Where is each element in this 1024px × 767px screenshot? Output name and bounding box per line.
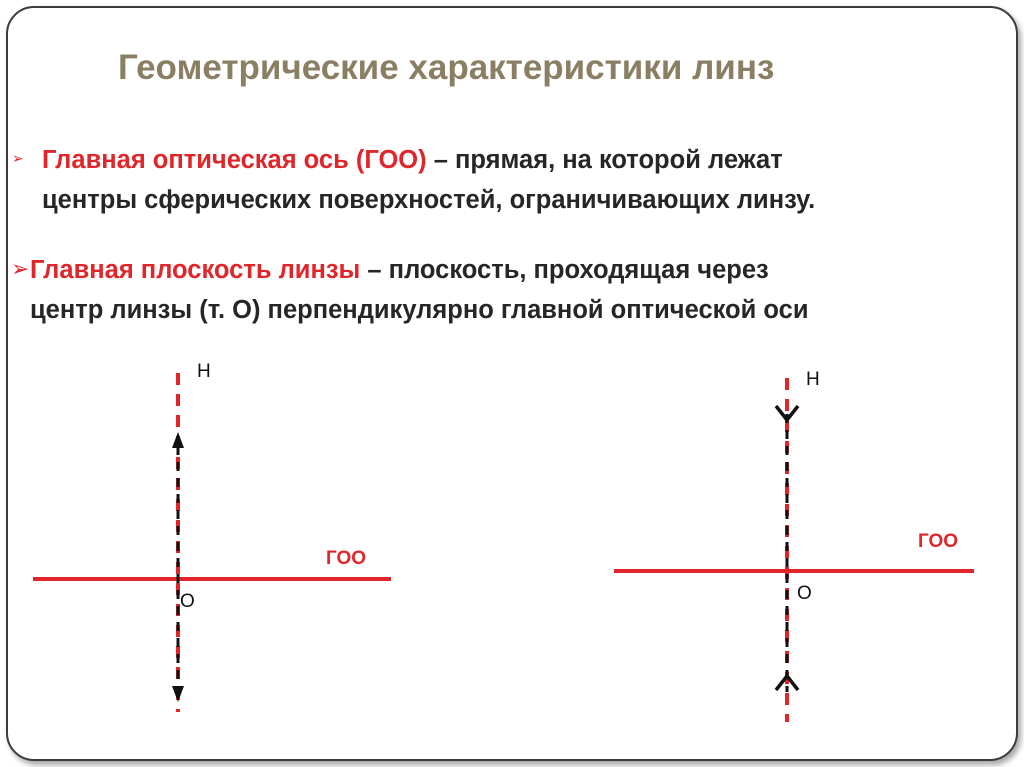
definition-text: – прямая, на которой лежат <box>426 146 783 174</box>
center-label-left: О <box>180 591 195 612</box>
definition-line: центры сферических поверхностей, ограничивающих линзу. <box>42 186 816 214</box>
arrow-up-icon <box>172 432 184 448</box>
converging-lens-diagram <box>33 373 391 712</box>
axis-label-left: ГОО <box>326 548 367 569</box>
definition-text: – плоскость, проходящая через <box>360 256 769 284</box>
slide-title: Геометрические характеристики линз <box>118 48 775 87</box>
plane-label-right: Н <box>806 369 820 390</box>
definition-line: центр линзы (т. О) перпендикулярно главной оптической оси <box>30 296 809 324</box>
definition-term: Главная плоскость линзы <box>30 256 361 284</box>
plane-label-left: Н <box>197 361 211 382</box>
bullet-arrow-icon: ➢ <box>12 151 24 167</box>
center-label-right: О <box>797 583 812 604</box>
definition-term: Главная оптическая ось (ГОО) <box>42 146 427 174</box>
axis-label-right: ГОО <box>918 531 959 552</box>
arrow-down-icon <box>172 686 184 702</box>
bullet-arrow-icon: ➢ <box>11 257 30 282</box>
